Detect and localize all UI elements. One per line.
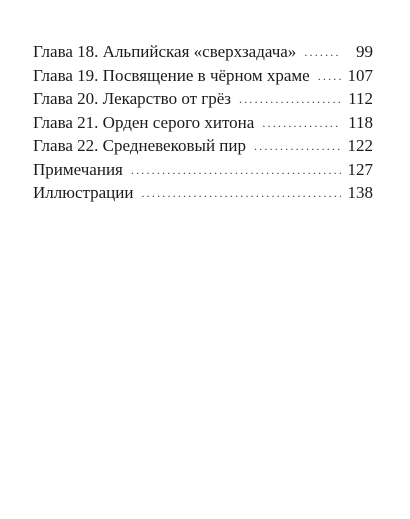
toc-entry-page: 122 bbox=[347, 136, 373, 155]
toc-entry-page: 118 bbox=[348, 112, 373, 132]
dot-leader bbox=[304, 46, 341, 58]
toc-entry-page: 99 bbox=[356, 42, 373, 61]
toc-entry-title: Глава 20. Лекарство от грёз bbox=[33, 89, 232, 108]
dot-leader bbox=[254, 140, 341, 152]
toc-entry-page: 127 bbox=[347, 159, 373, 179]
toc-entry-title: Глава 22. Средневековый пир bbox=[33, 136, 246, 155]
toc-entry-title: Иллюстрации bbox=[33, 183, 134, 202]
dot-leader bbox=[239, 93, 341, 105]
dot-leader bbox=[318, 70, 341, 82]
toc-entry-page: 107 bbox=[347, 65, 373, 85]
toc-entry-title: Глава 21. Орден серого хитона bbox=[33, 112, 255, 132]
toc-entry-chapter-20[interactable] bbox=[33, 87, 373, 111]
toc-entry-chapter-22[interactable] bbox=[33, 134, 373, 158]
toc-entry-page: 112 bbox=[348, 89, 373, 108]
dot-leader bbox=[141, 187, 341, 199]
toc-entry-chapter-19[interactable] bbox=[33, 64, 373, 88]
dot-leader bbox=[131, 164, 341, 176]
toc-entry-illustrations[interactable] bbox=[33, 181, 373, 205]
dot-leader bbox=[262, 117, 341, 129]
toc-entry-page: 138 bbox=[347, 183, 373, 202]
toc-entry-title: Глава 18. Альпийская «сверхзадача» bbox=[33, 42, 297, 61]
toc-entry-chapter-21[interactable] bbox=[33, 111, 373, 135]
toc-entry-title: Глава 19. Посвящение в чёрном храме bbox=[33, 65, 310, 85]
toc-entry-chapter-18[interactable] bbox=[33, 40, 373, 64]
table-of-contents bbox=[33, 40, 373, 205]
toc-entry-title: Примечания bbox=[33, 159, 123, 179]
toc-entry-notes[interactable] bbox=[33, 158, 373, 182]
